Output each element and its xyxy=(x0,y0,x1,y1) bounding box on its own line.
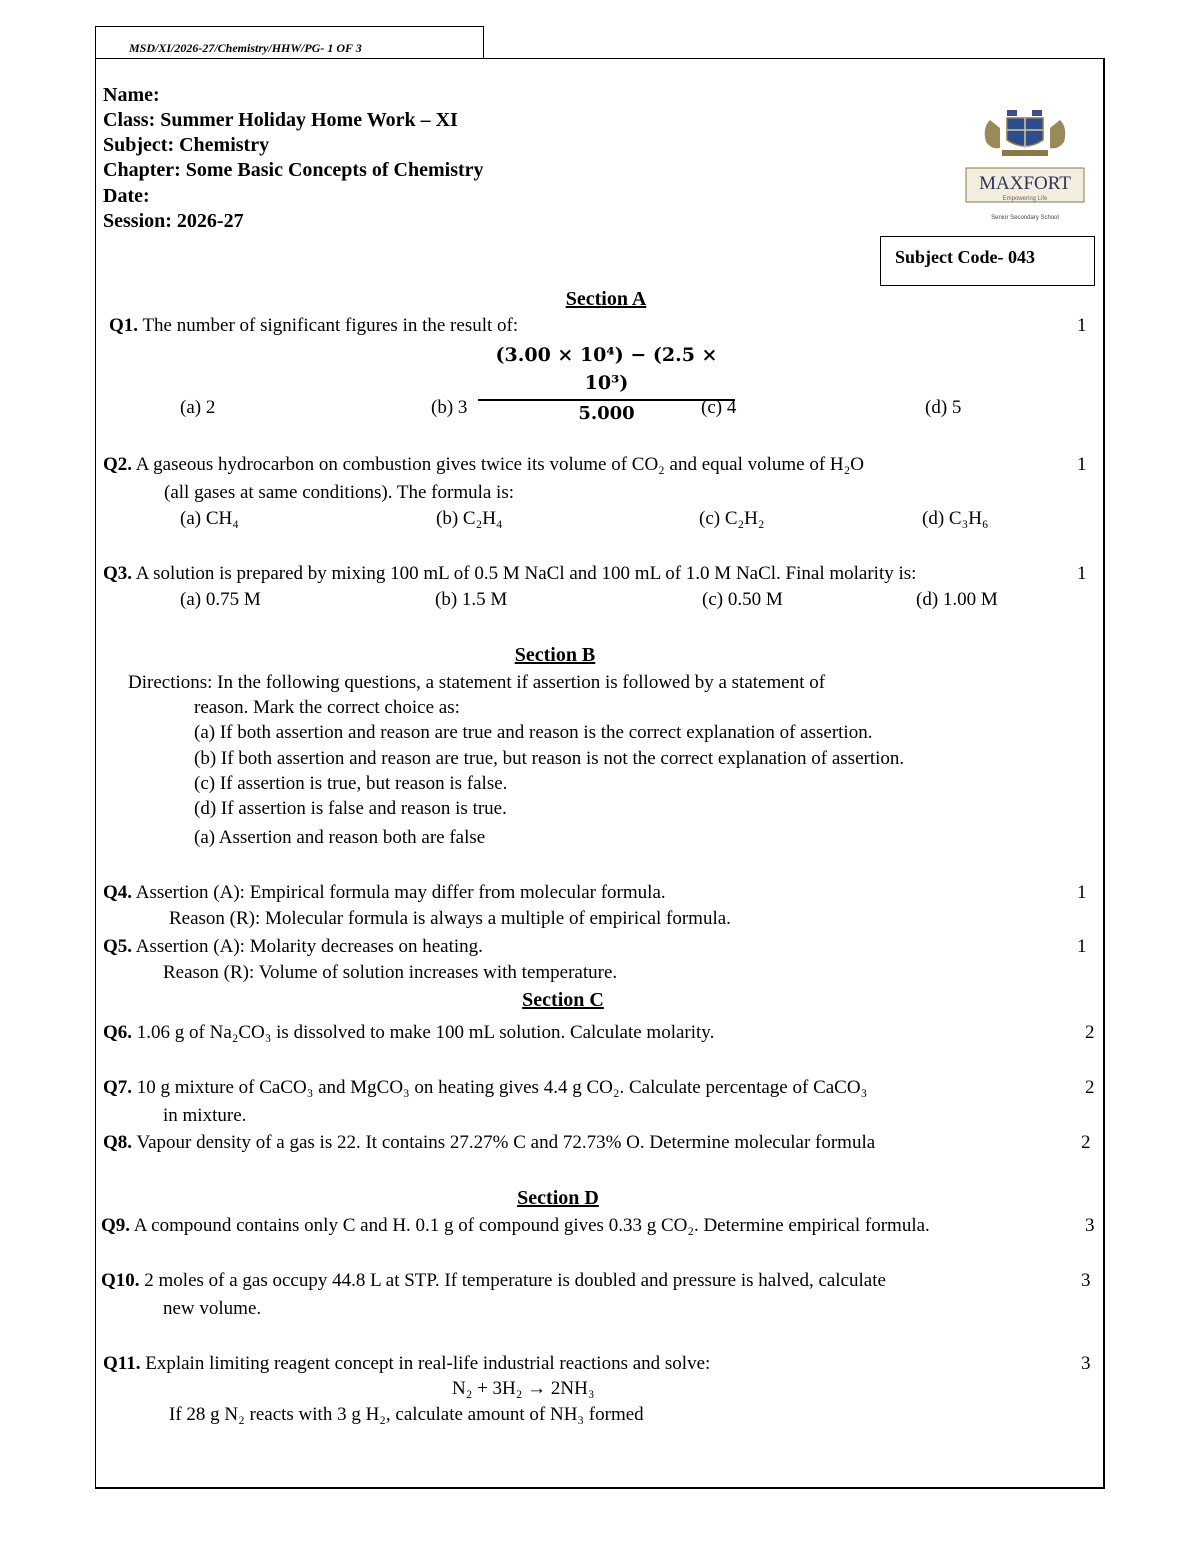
q6-question xyxy=(103,1022,714,1044)
q8-number: Q8. xyxy=(103,1132,133,1153)
q1-option-c: (c) 4 xyxy=(701,397,737,418)
direction-choice-a: (a) If both assertion and reason are true and reason is the correct explanation of assertion. xyxy=(194,722,873,743)
q1-text: The number of significant figures in the result of: xyxy=(142,315,519,336)
session-field: Session: 2026-27 xyxy=(103,210,244,232)
q3-number: Q3. xyxy=(103,563,133,584)
q7-marks: 2 xyxy=(1085,1077,1095,1098)
q4-marks: 1 xyxy=(1077,882,1087,903)
q5-assertion-text: Assertion (A): Molarity decreases on heating. xyxy=(135,936,483,957)
chapter-field: Chapter: Some Basic Concepts of Chemistry xyxy=(103,159,484,181)
q10-number: Q10. xyxy=(101,1270,140,1291)
q7-question xyxy=(103,1077,867,1099)
document-ref: MSD/XI/2026-27/Chemistry/HHW/PG- 1 OF 3 xyxy=(129,41,362,55)
date-field: Date: xyxy=(103,185,150,207)
q1-expression xyxy=(478,341,735,427)
class-field: Class: Summer Holiday Home Work – XI xyxy=(103,109,458,131)
subject-code-box xyxy=(880,236,1095,286)
q3-option-a: (a) 0.75 M xyxy=(180,589,261,610)
q1-numerator: (3.00 × 10⁴) − (2.5 × 10³) xyxy=(478,341,735,401)
q3-option-d: (d) 1.00 M xyxy=(916,589,998,610)
q7-number: Q7. xyxy=(103,1077,133,1098)
q4-assertion-text: Assertion (A): Empirical formula may differ from molecular formula. xyxy=(135,882,666,903)
subject-code: Subject Code- 043 xyxy=(895,247,1035,267)
q10-question xyxy=(101,1270,886,1292)
q1-denominator: 5.000 xyxy=(578,403,635,424)
directions-line-1: Directions: In the following questions, a statement if assertion is followed by a statement of xyxy=(128,672,826,693)
q4-assertion xyxy=(103,882,666,904)
section-c-title: Section C xyxy=(522,989,604,1011)
directions-line-2: reason. Mark the correct choice as: xyxy=(194,697,460,718)
logo-name: MAXFORT xyxy=(979,173,1071,194)
section-a-title: Section A xyxy=(565,288,647,310)
name-field: Name: xyxy=(103,84,160,106)
q1-question xyxy=(109,315,518,337)
q9-number: Q9. xyxy=(101,1215,131,1236)
q9-question xyxy=(101,1215,930,1237)
q11-number: Q11. xyxy=(103,1353,141,1374)
q6-text: 1.06 g of Na₂CO₃ is dissolved to make 100 mL solution. Calculate molarity. xyxy=(136,1022,715,1043)
school-logo xyxy=(962,106,1088,224)
q9-marks: 3 xyxy=(1085,1215,1095,1236)
q3-option-c: (c) 0.50 M xyxy=(702,589,783,610)
q7-text: 10 g mixture of CaCO₃ and MgCO₃ on heating gives 4.4 g CO₂. Calculate percentage of CaCO₃ xyxy=(136,1077,868,1098)
q5-number: Q5. xyxy=(103,936,133,957)
q8-marks: 2 xyxy=(1081,1132,1091,1153)
q1-option-d: (d) 5 xyxy=(925,397,962,418)
q2-question xyxy=(103,454,864,476)
logo-tagline: Empowering Life xyxy=(1002,196,1048,202)
q7-text-cont: in mixture. xyxy=(163,1105,247,1126)
q11-text: Explain limiting reagent concept in real-life industrial reactions and solve: xyxy=(145,1353,711,1374)
q1-number: Q1. xyxy=(109,315,139,336)
q3-marks: 1 xyxy=(1077,563,1087,584)
q2-option-b: (b) C₂H₄ xyxy=(436,508,503,529)
q8-text: Vapour density of a gas is 22. It contains 27.27% C and 72.73% O. Determine molecular formula xyxy=(136,1132,876,1153)
q10-text-cont: new volume. xyxy=(163,1298,262,1319)
document-ref-box xyxy=(95,26,484,58)
q4-number: Q4. xyxy=(103,882,133,903)
q2-option-a: (a) CH₄ xyxy=(180,508,239,529)
section-d-title: Section D xyxy=(517,1187,599,1209)
logo-subtitle: Senior Secondary School xyxy=(991,215,1059,221)
q3-text: A solution is prepared by mixing 100 mL of 0.5 M NaCl and 100 mL of 1.0 M NaCl. Final molarity is: xyxy=(135,563,917,584)
q3-question xyxy=(103,563,916,585)
q5-reason: Reason (R): Volume of solution increases with temperature. xyxy=(163,962,618,983)
q2-option-d: (d) C₃H₆ xyxy=(922,508,989,529)
direction-choice-e: (a) Assertion and reason both are false xyxy=(194,827,486,848)
q5-marks: 1 xyxy=(1077,936,1087,957)
q10-marks: 3 xyxy=(1081,1270,1091,1291)
q1-option-a: (a) 2 xyxy=(180,397,216,418)
q2-number: Q2. xyxy=(103,454,133,475)
q2-marks: 1 xyxy=(1077,454,1087,475)
q11-marks: 3 xyxy=(1081,1353,1091,1374)
direction-choice-b: (b) If both assertion and reason are true, but reason is not the correct explanation of assertion. xyxy=(194,748,905,769)
direction-choice-d: (d) If assertion is false and reason is true. xyxy=(194,798,507,819)
q5-assertion xyxy=(103,936,483,958)
subject-field: Subject: Chemistry xyxy=(103,134,270,156)
q6-number: Q6. xyxy=(103,1022,133,1043)
q2-text: A gaseous hydrocarbon on combustion gives twice its volume of CO₂ and equal volume of H₂O xyxy=(135,454,864,475)
q2-option-c: (c) C₂H₂ xyxy=(699,508,765,529)
crest-icon xyxy=(985,110,1066,156)
section-b-title: Section B xyxy=(514,644,596,666)
q6-marks: 2 xyxy=(1085,1022,1095,1043)
q1-marks: 1 xyxy=(1077,315,1087,336)
q10-text: 2 moles of a gas occupy 44.8 L at STP. If temperature is doubled and pressure is halved, calculate xyxy=(144,1270,886,1291)
q3-option-b: (b) 1.5 M xyxy=(435,589,508,610)
direction-choice-c: (c) If assertion is true, but reason is false. xyxy=(194,773,508,794)
q2-text-cont: (all gases at same conditions). The formula is: xyxy=(164,482,515,503)
q8-question xyxy=(103,1132,875,1154)
q9-text: A compound contains only C and H. 0.1 g of compound gives 0.33 g CO₂. Determine empirical formula. xyxy=(133,1215,930,1236)
q11-text-cont: If 28 g N₂ reacts with 3 g H₂, calculate amount of NH₃ formed xyxy=(169,1404,644,1425)
q11-equation: N₂ + 3H₂ → 2NH₃ xyxy=(452,1378,595,1399)
q1-option-b: (b) 3 xyxy=(431,397,468,418)
q4-reason: Reason (R): Molecular formula is always a multiple of empirical formula. xyxy=(169,908,731,929)
q11-question xyxy=(103,1353,710,1375)
